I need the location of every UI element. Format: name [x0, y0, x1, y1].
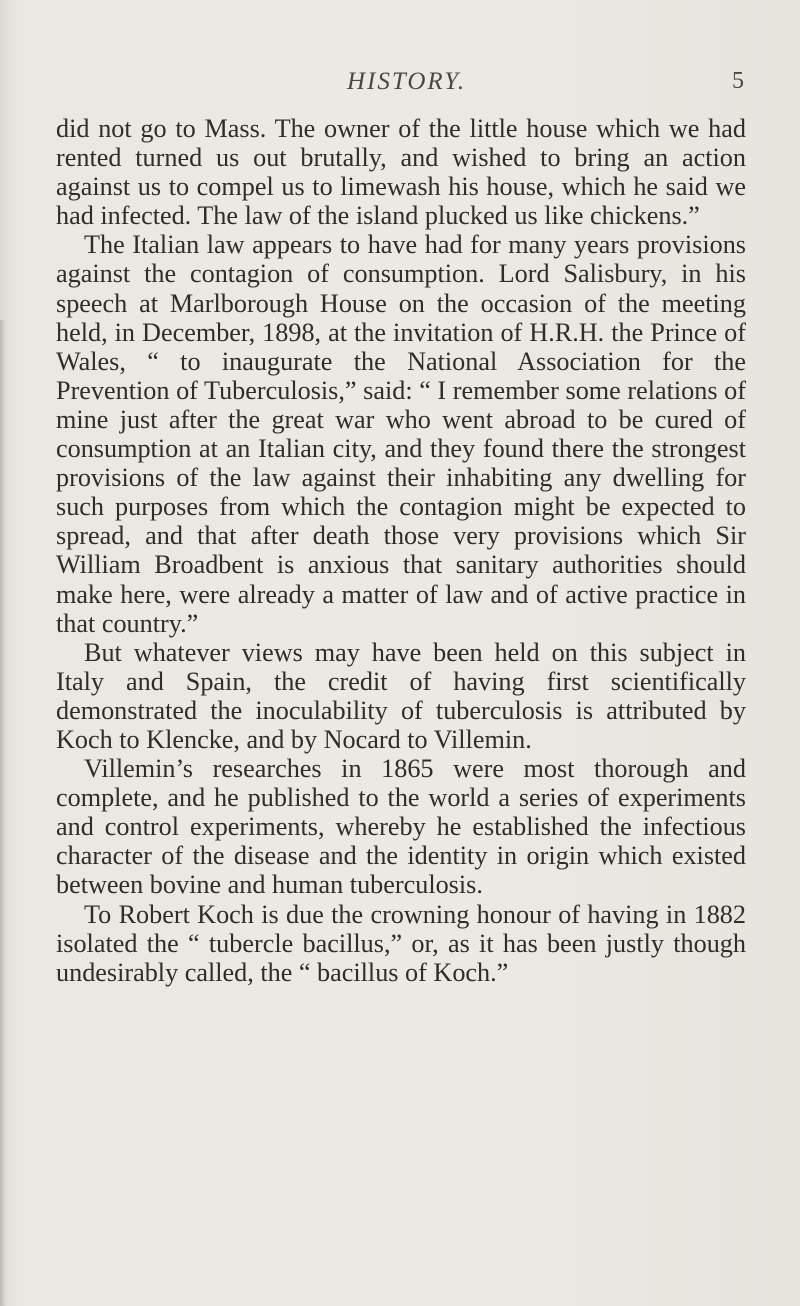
running-head: HISTORY.	[347, 68, 467, 95]
paragraph-5: To Robert Koch is due the crowning honour of having in 1882 isolated the “ tubercle bacillus,” or, as it has been justly though undesirably called, the “ bacillus of Koch.”	[56, 899, 746, 987]
paragraph-4: Villemin’s researches in 1865 were most thorough and complete, and he published to the world a series of experiments and control experiments, whereby he established the infectious character of the disease and the identity in origin which existed between bovine and human tuberculosis.	[56, 754, 746, 900]
page-header	[0, 68, 800, 108]
body-text	[56, 114, 746, 987]
page-number: 5	[732, 68, 744, 94]
paragraph-3: But whatever views may have been held on this subject in Italy and Spain, the credit of having first scientifically demonstrated the inoculability of tuberculosis is attributed by Koch to Klencke, and by Nocard to Villemin.	[56, 637, 746, 754]
paragraph-2: The Italian law appears to have had for many years provisions against the contagion of consumption. Lord Salisbury, in his speech at Marlborough House on the occasion of the meeting held, in December, 1898, at the invitation of H.R.H. the Prince of Wales, “ to inaugurate the National Association for the Prevention of Tuberculosis,” said: “ I remember some relations of mine just after the great war who went abroad to be cured of consumption at an Italian city, and they found there the strongest provisions of the law against their inhabiting any dwelling for such purposes from which the contagion might be expected to spread, and that after death those very provisions which Sir William Broadbent is anxious that sanitary authorities should make here, were already a matter of law and of active practice in that country.”	[56, 230, 746, 638]
paragraph-1: did not go to Mass. The owner of the little house which we had rented turned us out brutally, and wished to bring an action against us to compel us to limewash his house, which he said we had infected. The law of the island plucked us like chickens.”	[56, 114, 746, 231]
page-gutter-shadow	[0, 320, 6, 1306]
